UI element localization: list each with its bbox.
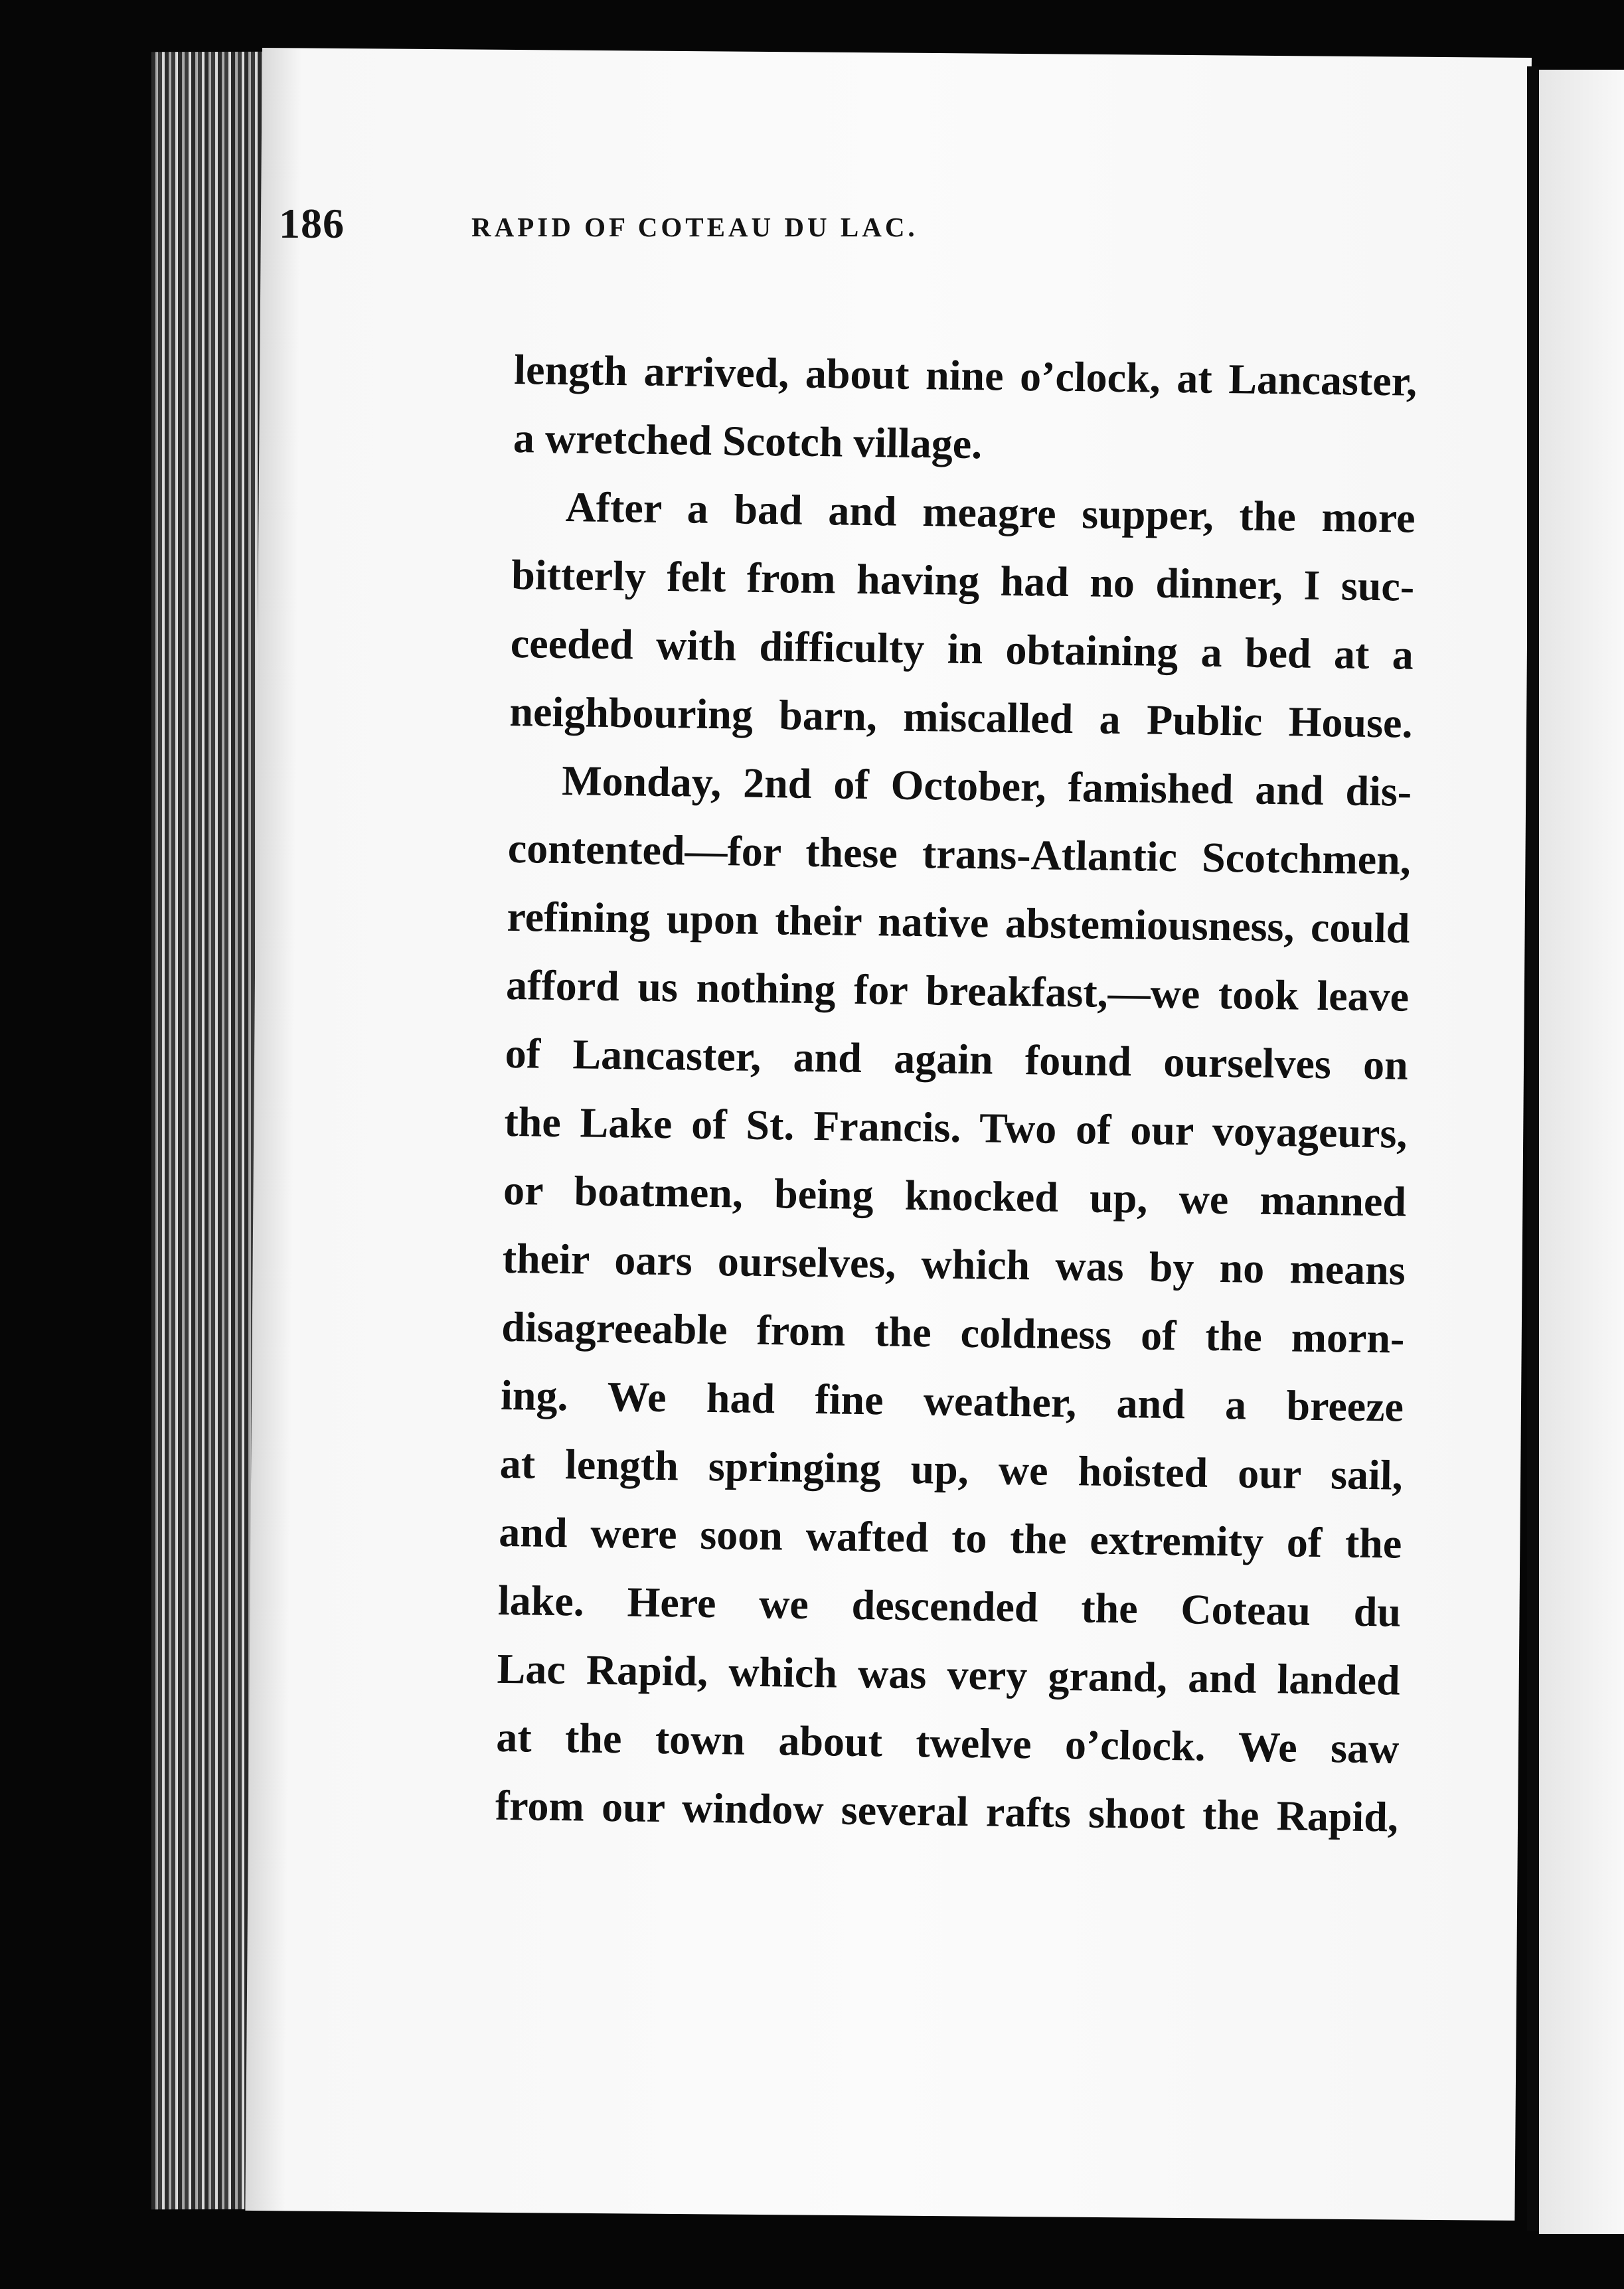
page-number: 186 <box>279 200 345 247</box>
text-line: from our window several rafts shoot the Rapid, <box>495 1781 1399 1841</box>
text-line: Monday, 2nd of October, famished and dis- <box>561 756 1412 815</box>
text-line: Lac Rapid, which was very grand, and landed <box>497 1644 1401 1704</box>
text-line: lake. Here we descended the Coteau du <box>497 1576 1402 1636</box>
text-line: bitterly felt from having had no dinner, I suc- <box>511 550 1415 610</box>
text-line: length arrived, about nine o’clock, at Lancaster, <box>513 345 1418 405</box>
text-line: contented—for these trans-Atlantic Scotchmen, <box>507 824 1412 884</box>
text-line: the Lake of St. Francis. Two of our voyageurs, <box>504 1097 1408 1157</box>
running-head <box>279 193 1222 285</box>
text-line: a wretched Scotch village. <box>513 414 983 468</box>
text-line: or boatmen, being knocked up, we manned <box>503 1166 1407 1225</box>
text-line: ceeded with difficulty in obtaining a bed at a <box>510 619 1414 678</box>
text-line: afford us nothing for breakfast,—we took leave <box>505 961 1410 1020</box>
text-line: and were soon wafted to the extremity of the <box>498 1508 1402 1567</box>
text-line: After a bad and meagre supper, the more <box>565 483 1416 542</box>
text-line: disagreeable from the coldness of the morn- <box>501 1302 1405 1362</box>
text-line: ing. We had fine weather, and a breeze <box>500 1371 1404 1431</box>
text-line: at length springing up, we hoisted our sail, <box>499 1439 1404 1499</box>
running-title: RAPID OF COTEAU DU LAC. <box>471 212 918 242</box>
text-line: neighbouring barn, miscalled a Public House. <box>509 687 1413 747</box>
text-line: their oars ourselves, which was by no means <box>502 1234 1406 1294</box>
text-line: of Lancaster, and again found ourselves on <box>505 1029 1409 1089</box>
text-line: at the town about twelve o’clock. We saw <box>495 1713 1400 1773</box>
text-line: refining upon their native abstemiousness, could <box>507 892 1410 952</box>
page-gutter <box>1527 66 1539 2231</box>
body-text <box>495 335 1418 1852</box>
facing-page-edge <box>1539 70 1624 2234</box>
